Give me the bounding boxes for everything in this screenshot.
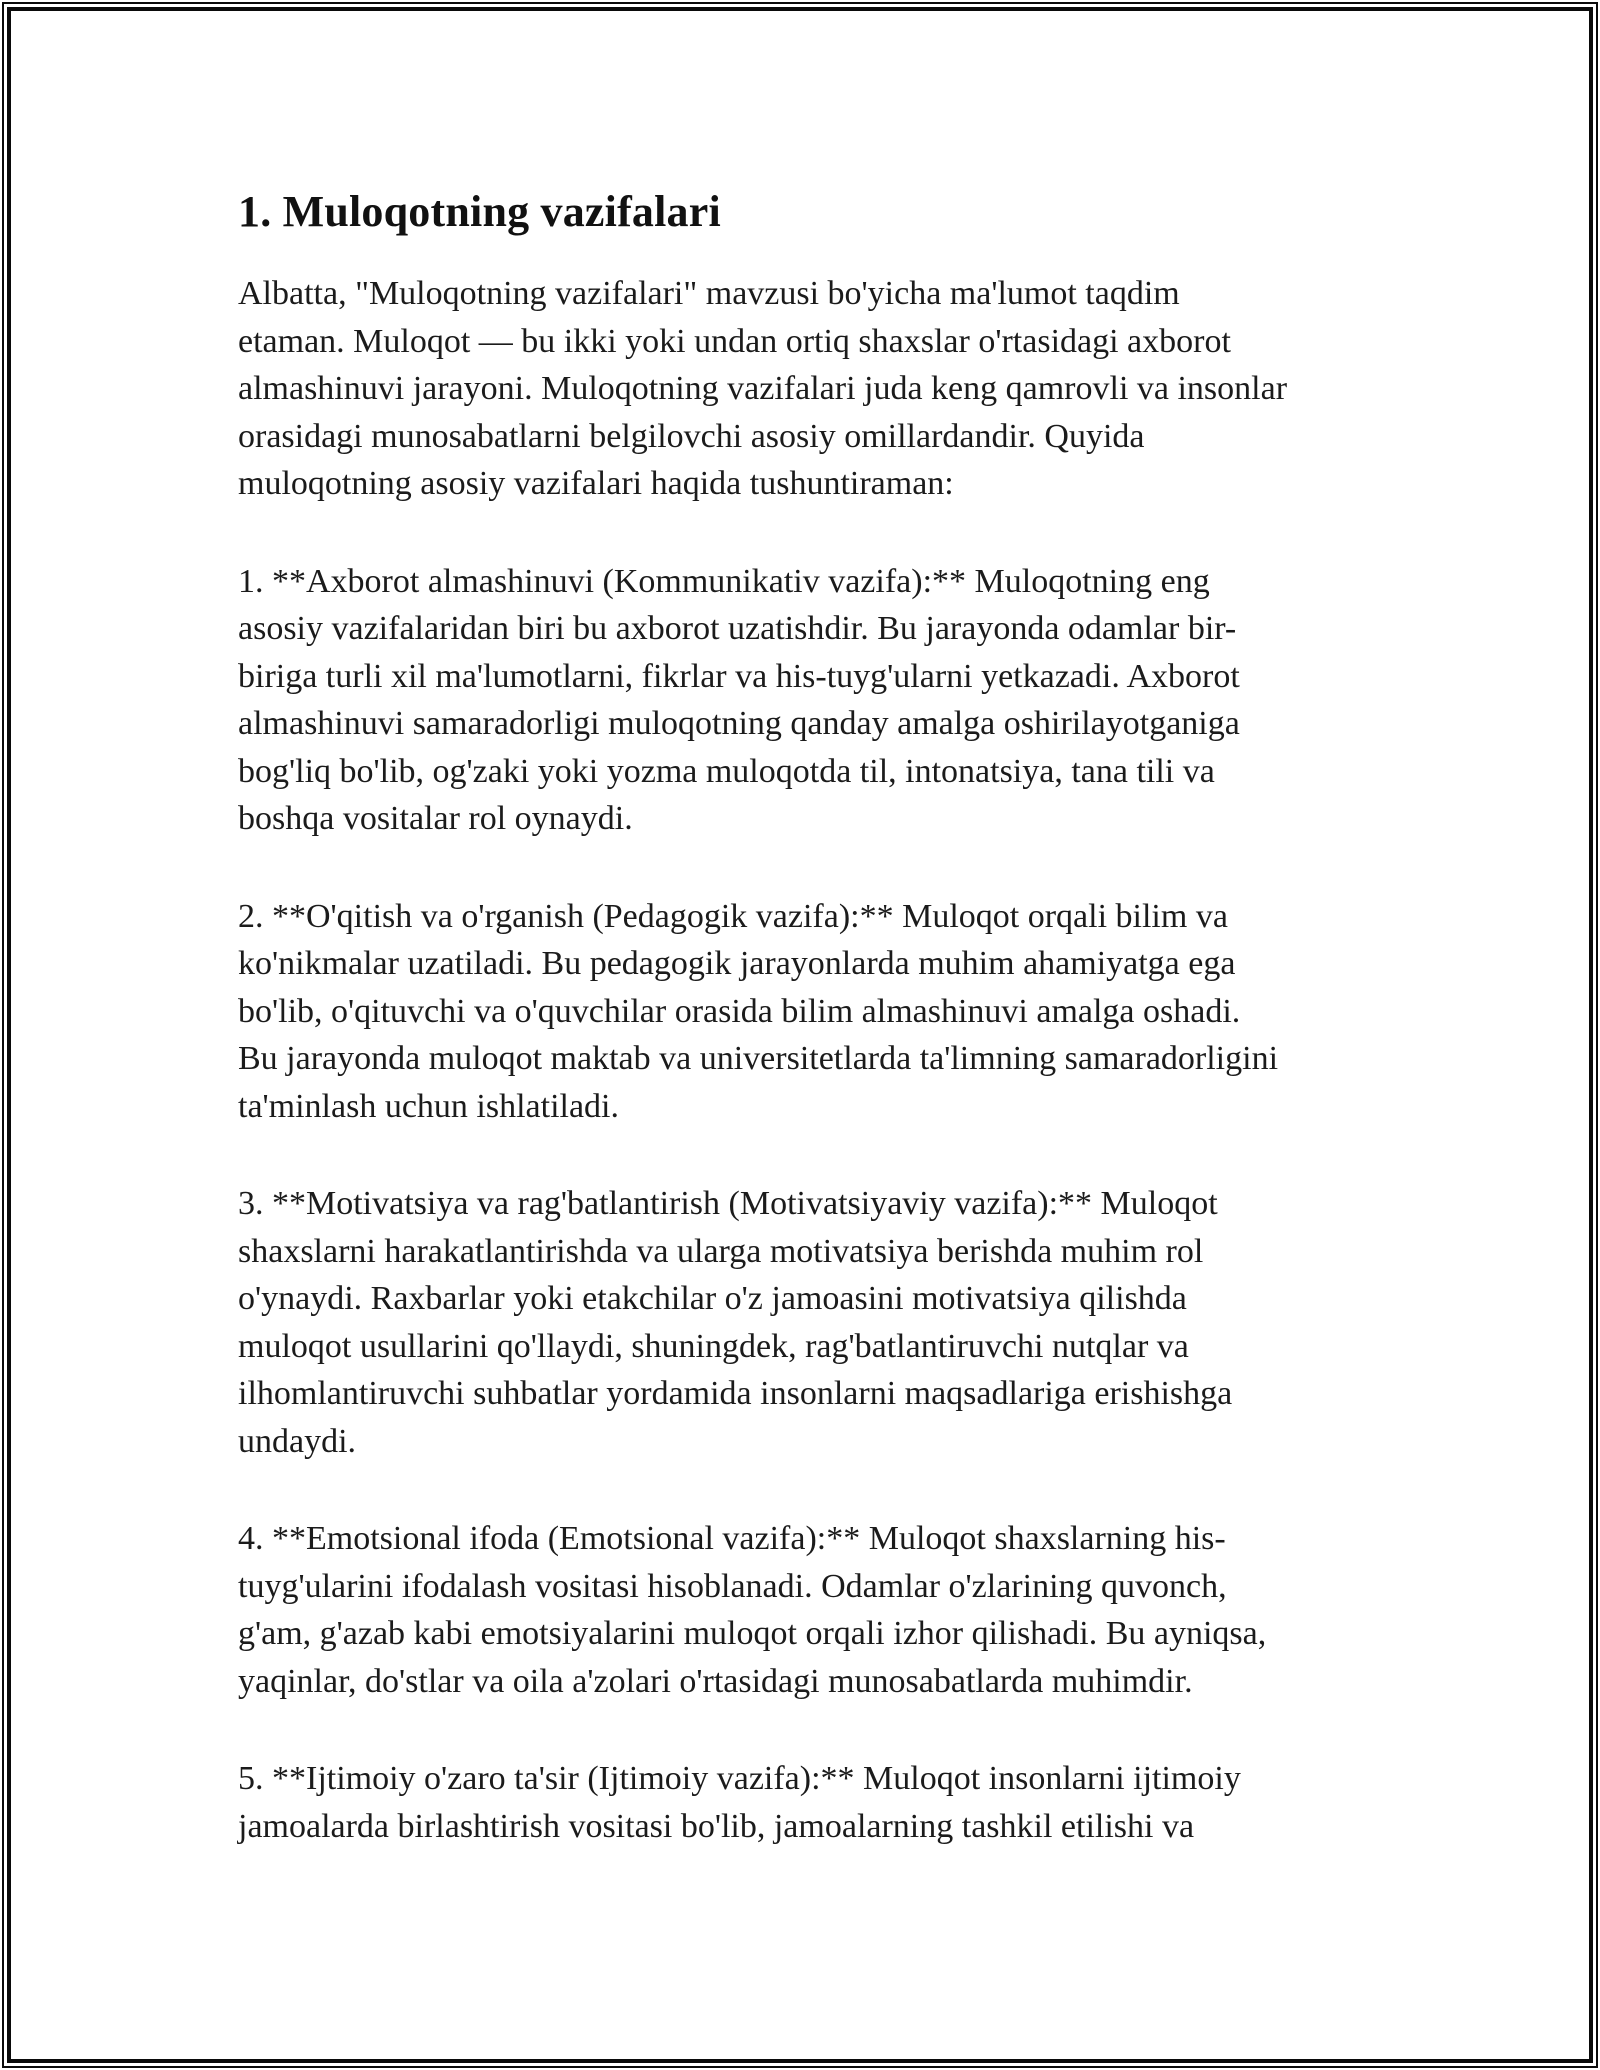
text-line: ilhomlantiruvchi suhbatlar yordamida insonlarni maqsadlariga erishishga — [238, 1375, 1233, 1412]
text-line: bo'lib, o'qituvchi va o'quvchilar orasida bilim almashinuvi amalga oshadi. — [238, 992, 1241, 1030]
text-line: o'ynaydi. Raxbarlar yoki etakchilar o'z jamoasini motivatsiya qilishda — [238, 1280, 1187, 1317]
document-heading: 1. Muloqotning vazifalari — [238, 187, 721, 236]
text-line: almashinuvi samaradorligi muloqotning qanday amalga oshirilayotganiga — [238, 705, 1240, 742]
text-line: ta'minlash uchun ishlatiladi. — [238, 1087, 620, 1125]
text-line: 5. **Ijtimoiy o'zaro ta'sir (Ijtimoiy vazifa):** Muloqot insonlarni ijtimoiy — [238, 1760, 1241, 1797]
text-line: Bu jarayonda muloqot maktab va universitetlarda ta'limning samaradorligini — [238, 1040, 1279, 1077]
text-line: 3. **Motivatsiya va rag'batlantirish (Motivatsiyaviy vazifa):** Muloqot — [238, 1185, 1218, 1222]
text-line: 4. **Emotsional ifoda (Emotsional vazifa):** Muloqot shaxslarning his- — [238, 1520, 1226, 1557]
text-line: muloqot usullarini qo'llaydi, shuningdek, rag'batlantiruvchi nutqlar va — [238, 1327, 1189, 1365]
text-line: ko'nikmalar uzatiladi. Bu pedagogik jarayonlarda muhim ahamiyatga ega — [238, 945, 1236, 982]
text-line: almashinuvi jarayoni. Muloqotning vazifalari juda keng qamrovli va insonlar — [238, 370, 1288, 407]
text-line: jamoalarda birlashtirish vositasi bo'lib, jamoalarning tashkil etilishi va — [238, 1807, 1195, 1845]
text-line: g'am, g'azab kabi emotsiyalarini muloqot orqali izhor qilishadi. Bu ayniqsa, — [238, 1615, 1267, 1652]
paragraph — [238, 1180, 1423, 1465]
paragraph — [238, 558, 1423, 843]
paragraph — [238, 893, 1423, 1131]
text-line: orasidagi munosabatlarni belgilovchi asosiy omillardandir. Quyida — [238, 417, 1145, 455]
paragraph — [238, 1515, 1423, 1705]
text-line: tuyg'ularini ifodalash vositasi hisoblanadi. Odamlar o'zlarining quvonch, — [238, 1567, 1227, 1605]
text-line: muloqotning asosiy vazifalari haqida tushuntiraman: — [238, 465, 954, 502]
paragraph — [238, 270, 1423, 508]
document-body — [238, 270, 1423, 1850]
text-line: 1. **Axborot almashinuvi (Kommunikativ vazifa):** Muloqotning eng — [238, 562, 1210, 600]
text-line: asosiy vazifalaridan biri bu axborot uzatishdir. Bu jarayonda odamlar bir- — [238, 610, 1237, 647]
text-line: boshqa vositalar rol oynaydi. — [238, 800, 633, 837]
paragraph — [238, 1755, 1423, 1850]
text-line: Albatta, "Muloqotning vazifalari" mavzusi bo'yicha ma'lumot taqdim — [238, 275, 1180, 312]
text-line: biriga turli xil ma'lumotlarni, fikrlar va his-tuyg'ularni yetkazadi. Axborot — [238, 657, 1240, 695]
text-line: 2. **O'qitish va o'rganish (Pedagogik vazifa):** Muloqot orqali bilim va — [238, 897, 1228, 935]
document-content — [238, 187, 1423, 1850]
text-line: shaxslarni harakatlantirishda va ularga motivatsiya berishda muhim rol — [238, 1232, 1204, 1270]
text-line: undaydi. — [238, 1422, 357, 1460]
text-line: yaqinlar, do'stlar va oila a'zolari o'rtasidagi munosabatlarda muhimdir. — [238, 1662, 1193, 1700]
text-line: etaman. Muloqot — bu ikki yoki undan ortiq shaxslar o'rtasidagi axborot — [238, 322, 1231, 360]
text-line: bog'liq bo'lib, og'zaki yoki yozma muloqotda til, intonatsiya, tana tili va — [238, 752, 1215, 790]
